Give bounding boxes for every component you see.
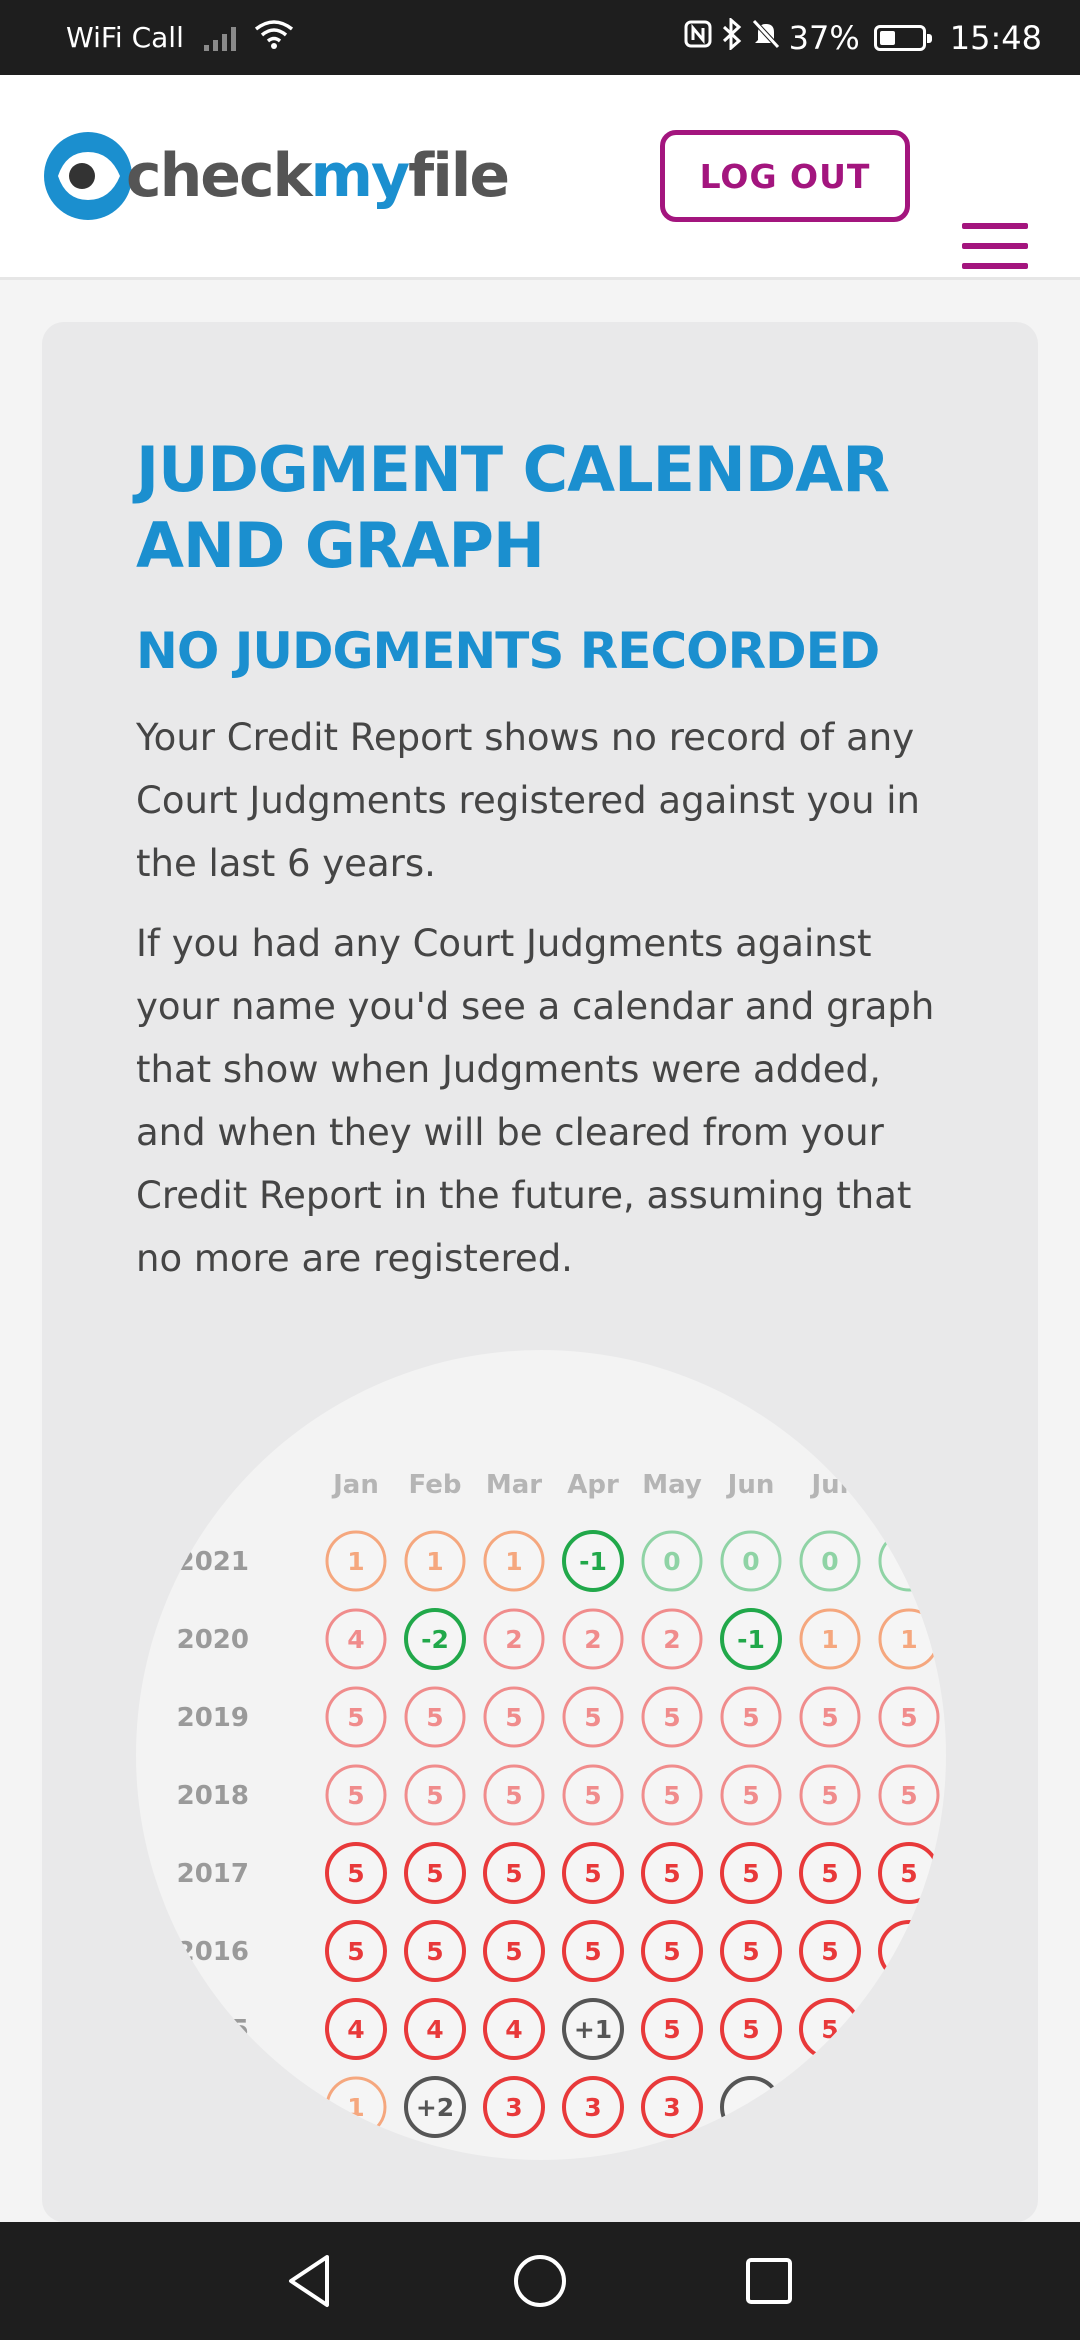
month-label: Apr (567, 1470, 619, 1500)
calendar-cell-value: 5 (347, 1937, 365, 1966)
month-label: Jun (727, 1470, 775, 1500)
calendar-cell-value: -1 (737, 1625, 765, 1654)
calendar-cell-value: +2 (415, 2093, 455, 2122)
calendar-cell-value: 4 (426, 2015, 444, 2044)
calendar-cell-value: 5 (742, 2015, 760, 2044)
calendar-cell-value: 4 (505, 2015, 523, 2044)
calendar-cell-value: 4 (347, 2015, 365, 2044)
calendar-cell-value: 1 (821, 1625, 839, 1654)
calendar-cell-value: 5 (900, 1703, 918, 1732)
system-nav-bar (0, 2222, 1080, 2340)
month-label: Mar (485, 1470, 543, 1500)
calendar-cell-value: 2 (663, 1625, 681, 1654)
calendar-cell-value: 3 (584, 2093, 602, 2122)
calendar-cell-value: 5 (821, 1703, 839, 1732)
calendar-cell-value: 5 (584, 1781, 602, 1810)
calendar-cell-value: 5 (900, 1859, 918, 1888)
calendar-cell-value: +1 (573, 2015, 613, 2044)
calendar-cell-value: 5 (426, 1781, 444, 1810)
site-header (0, 75, 1080, 280)
calendar-cell-value: 3 (505, 2093, 523, 2122)
calendar-cell-value: 1 (505, 1547, 523, 1576)
nfc-icon (683, 19, 713, 57)
calendar-cell-value: 5 (742, 1781, 760, 1810)
calendar-cell-value: 4 (347, 1625, 365, 1654)
calendar-cell-value: 0 (900, 1547, 918, 1576)
calendar-cell-value: 2 (505, 1625, 523, 1654)
calendar-cell-value: 5 (900, 1937, 918, 1966)
calendar-cell-value: 5 (347, 1781, 365, 1810)
back-icon[interactable] (250, 2222, 370, 2340)
hamburger-menu-icon[interactable] (962, 223, 1028, 269)
calendar-cell-value: 5 (505, 1859, 523, 1888)
battery-icon (874, 25, 926, 51)
calendar-cell-value: 2 (584, 1625, 602, 1654)
calendar-cell-value: 5 (347, 1859, 365, 1888)
year-label: 2020 (176, 1625, 249, 1655)
carrier-label: WiFi Call (66, 21, 184, 54)
logo-wordmark: checkmyfile (126, 141, 509, 211)
year-label: 2017 (176, 1859, 249, 1889)
signal-icon (204, 25, 236, 51)
calendar-cell-value: -2 (421, 1625, 449, 1654)
mute-bell-icon (751, 18, 781, 58)
calendar-grid (136, 1350, 946, 2160)
calendar-cell-value: 5 (426, 1859, 444, 1888)
year-label: 2015 (176, 2015, 249, 2045)
calendar-cell-value: 1 (347, 1547, 365, 1576)
calendar-cell-value: 5 (584, 1703, 602, 1732)
calendar-cell-value: 1 (347, 2093, 365, 2122)
calendar-cell-value: 5 (584, 1859, 602, 1888)
calendar-cell-value: 5 (821, 1781, 839, 1810)
calendar-cell-value: 5 (821, 2015, 839, 2044)
calendar-cell-value: 5 (742, 1703, 760, 1732)
wifi-icon (254, 19, 294, 56)
calendar-cell-value: 5 (663, 1703, 681, 1732)
calendar-explanation-text: If you had any Court Judgments against your name you'd see a calendar and graph that show when Judgments were added, and when they will be cleared from your Credit Report in the future, assuming that no more are registered. (136, 922, 935, 1280)
calendar-cell-value: 3 (663, 2093, 681, 2122)
month-label: Jan (333, 1470, 379, 1500)
calendar-cell-value: 5 (742, 1859, 760, 1888)
year-label: 2018 (176, 1781, 249, 1811)
calendar-cell-value: 5 (742, 1937, 760, 1966)
section-subtitle: NO JUDGMENTS RECORDED (136, 622, 880, 680)
month-label: May (642, 1470, 702, 1500)
calendar-cell-value: 5 (584, 1937, 602, 1966)
calendar-cell (722, 2078, 780, 2136)
year-label: 2021 (176, 1547, 249, 1577)
bluetooth-icon (721, 18, 743, 58)
calendar-cell-value: 5 (426, 1937, 444, 1966)
status-bar (0, 0, 1080, 75)
battery-percent: 37% (788, 18, 860, 57)
page-title: JUDGMENT CALENDAR AND GRAPH (136, 433, 890, 582)
calendar-cell-value: 5 (347, 1703, 365, 1732)
recents-icon[interactable] (709, 2222, 829, 2340)
month-label: Feb (408, 1470, 462, 1500)
calendar-cell-value: 5 (821, 1937, 839, 1966)
calendar-cell-value: 5 (505, 1781, 523, 1810)
logout-button[interactable]: LOG OUT (660, 130, 910, 222)
year-label: 2016 (176, 1937, 249, 1967)
calendar-cell-value: -1 (579, 1547, 607, 1576)
home-icon[interactable] (480, 2222, 600, 2340)
judgment-calendar-illustration (136, 1350, 946, 2160)
year-label: 2019 (176, 1703, 249, 1733)
calendar-cell-value: 5 (663, 2015, 681, 2044)
calendar-cell-value: 5 (505, 1937, 523, 1966)
calendar-cell-value: 5 (821, 1859, 839, 1888)
calendar-cell-value: 5 (505, 1703, 523, 1732)
calendar-cell-value: 1 (426, 1547, 444, 1576)
calendar-cell-value: 1 (900, 1625, 918, 1654)
calendar-cell-value: 5 (663, 1859, 681, 1888)
calendar-cell-value: 0 (821, 1547, 839, 1576)
calendar-cell-value: 5 (426, 1703, 444, 1732)
calendar-cell-value: 0 (663, 1547, 681, 1576)
calendar-cell-value: 5 (663, 1937, 681, 1966)
status-left (66, 0, 294, 75)
checkmyfile-logo[interactable] (42, 130, 508, 222)
calendar-cell-value: 5 (663, 1781, 681, 1810)
logo-eye-icon (42, 130, 134, 222)
calendar-cell-value: 5 (900, 1781, 918, 1810)
clock: 15:48 (949, 18, 1042, 57)
no-judgments-text: Your Credit Report shows no record of any Court Judgments registered against you in the last 6 years. (136, 716, 921, 885)
month-label: Jul (811, 1470, 849, 1500)
calendar-cell-value: 0 (742, 1547, 760, 1576)
status-right (683, 0, 1042, 75)
